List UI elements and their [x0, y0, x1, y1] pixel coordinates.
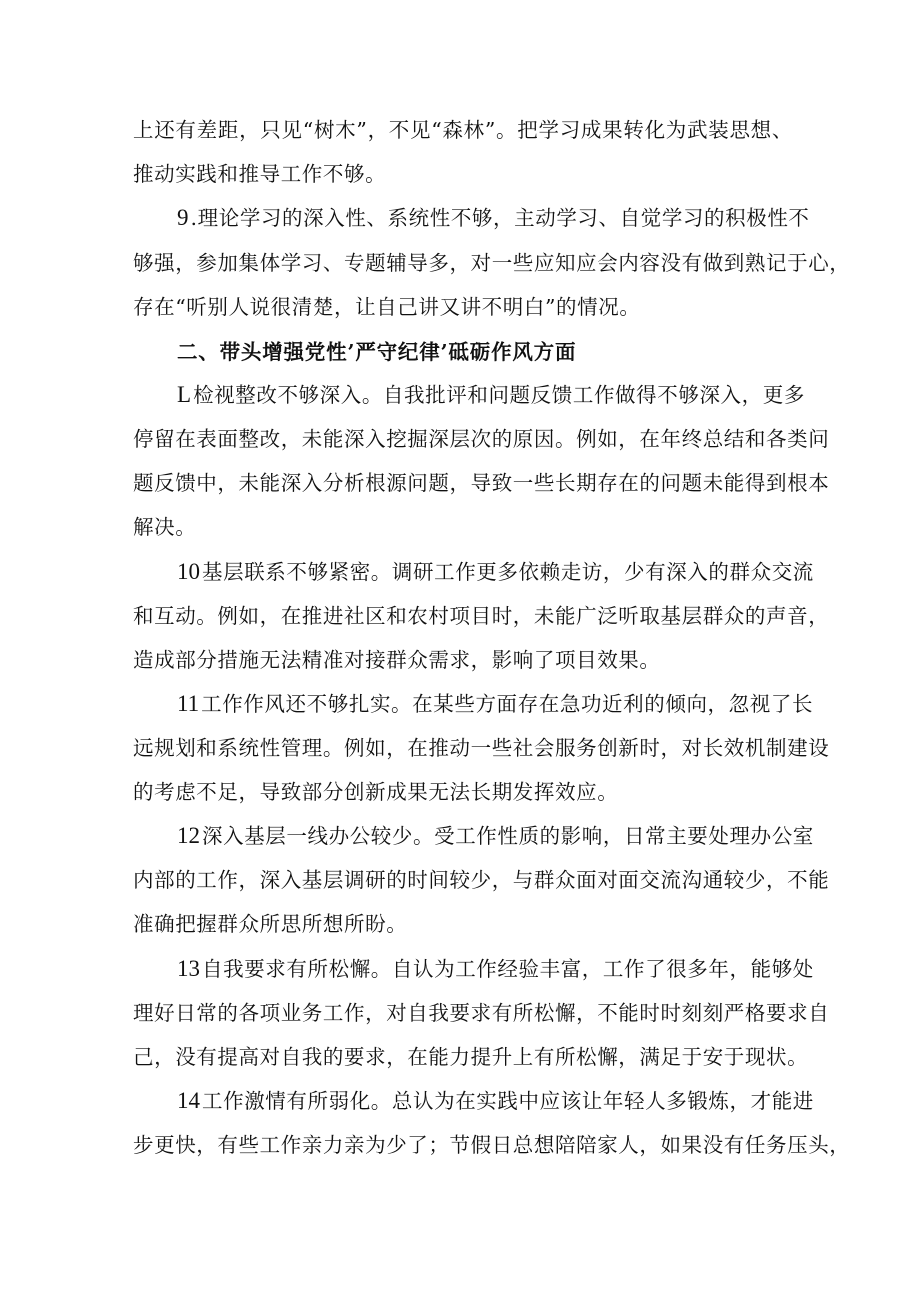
item-number: 14 [177, 1088, 200, 1113]
paragraph-line [133, 648, 661, 672]
line-text: 检视整改不够深入。自我批评和问题反馈工作做得不够深入，更多 [193, 383, 805, 407]
line-text: 存在“听别人说很清楚，让自己讲又讲不明白”的情况。 [133, 295, 641, 319]
item-number: 11 [177, 691, 200, 716]
paragraph-first-line [177, 559, 814, 584]
paragraph-line [133, 427, 830, 451]
line-text: 上还有差距，只见“树木”，不见“森林”。把学习成果转化为武装思想、 [133, 118, 793, 142]
paragraph-line [133, 471, 830, 495]
line-text: 理好日常的各项业务工作，对自我要求有所松懈，不能时时刻刻严格要求自 [133, 1001, 830, 1025]
paragraph-line [133, 118, 793, 142]
paragraph-first-line [177, 956, 814, 981]
line-text: 推动实践和推导工作不够。 [133, 162, 387, 186]
line-text: 够强，参加集体学习、专题辅导多，对一些应知应会内容没有做到熟记于心， [133, 251, 851, 275]
paragraph-line [133, 1133, 851, 1157]
line-text: 和互动。例如，在推进社区和农村项目时，未能广泛听取基层群众的声音， [133, 604, 830, 628]
paragraph-line [133, 604, 830, 628]
item-number: 9 [177, 205, 189, 230]
line-text: 工作作风还不够扎实。在某些方面存在急功近利的倾向，忽视了长 [201, 692, 814, 716]
paragraph-line [133, 251, 851, 275]
line-text: 远规划和系统性管理。例如，在推动一些社会服务创新时，对长效机制建设 [133, 736, 830, 760]
paragraph-line [133, 162, 386, 186]
item-number: 12 [177, 823, 200, 848]
section-heading [177, 340, 576, 364]
line-text: 深入基层一线办公较少。受工作性质的影响，日常主要处理办公室 [202, 824, 814, 848]
line-text: 步更快，有些工作亲力亲为少了；节假日总想陪陪家人，如果没有任务压头， [133, 1133, 851, 1157]
paragraph-first-line [177, 823, 814, 848]
item-number: 10 [177, 559, 200, 584]
item-number: L [177, 382, 192, 407]
line-text: 的考虑不足，导致部分创新成果无法长期发挥效应。 [133, 780, 619, 804]
paragraph-first-line [177, 1088, 814, 1113]
line-text: 自我要求有所松懈。自认为工作经验丰富，工作了很多年，能够处 [202, 957, 814, 981]
line-text: 工作激情有所弱化。总认为在实践中应该让年轻人多锻炼，才能进 [202, 1089, 814, 1113]
line-text: 造成部分措施无法精准对接群众需求，影响了项目效果。 [133, 648, 661, 672]
paragraph-line [133, 736, 830, 760]
paragraph-first-line [177, 691, 814, 716]
line-text: 题反馈中，未能深入分析根源问题，导致一些长期存在的问题未能得到根本 [133, 471, 830, 495]
line-text: 停留在表面整改，未能深入挖掘深层次的原因。例如，在年终总结和各类问 [133, 427, 830, 451]
heading-text: 二、带头增强党性’严守纪律’砥砺作风方面 [177, 340, 577, 364]
line-text: 己，没有提高对自我的要求，在能力提升上有所松懈，满足于安于现状。 [133, 1045, 809, 1069]
paragraph-line [133, 1045, 808, 1069]
line-text: 基层联系不够紧密。调研工作更多依赖走访，少有深入的群众交流 [202, 560, 814, 584]
line-text: .理论学习的深入性、系统性不够，主动学习、自觉学习的积极性不 [190, 206, 810, 230]
line-text: 内部的工作，深入基层调研的时间较少，与群众面对面交流沟通较少，不能 [133, 868, 830, 892]
paragraph-first-line [177, 382, 805, 407]
paragraph-line [133, 868, 830, 892]
paragraph-line [133, 912, 407, 936]
paragraph-line [133, 1001, 830, 1025]
line-text: 解决。 [133, 515, 197, 539]
paragraph-line [133, 780, 618, 804]
line-text: 准确把握群众所思所想所盼。 [133, 912, 408, 936]
paragraph-line [133, 515, 196, 539]
paragraph-first-line [177, 205, 810, 230]
item-number: 13 [177, 956, 200, 981]
paragraph-line [133, 295, 640, 319]
